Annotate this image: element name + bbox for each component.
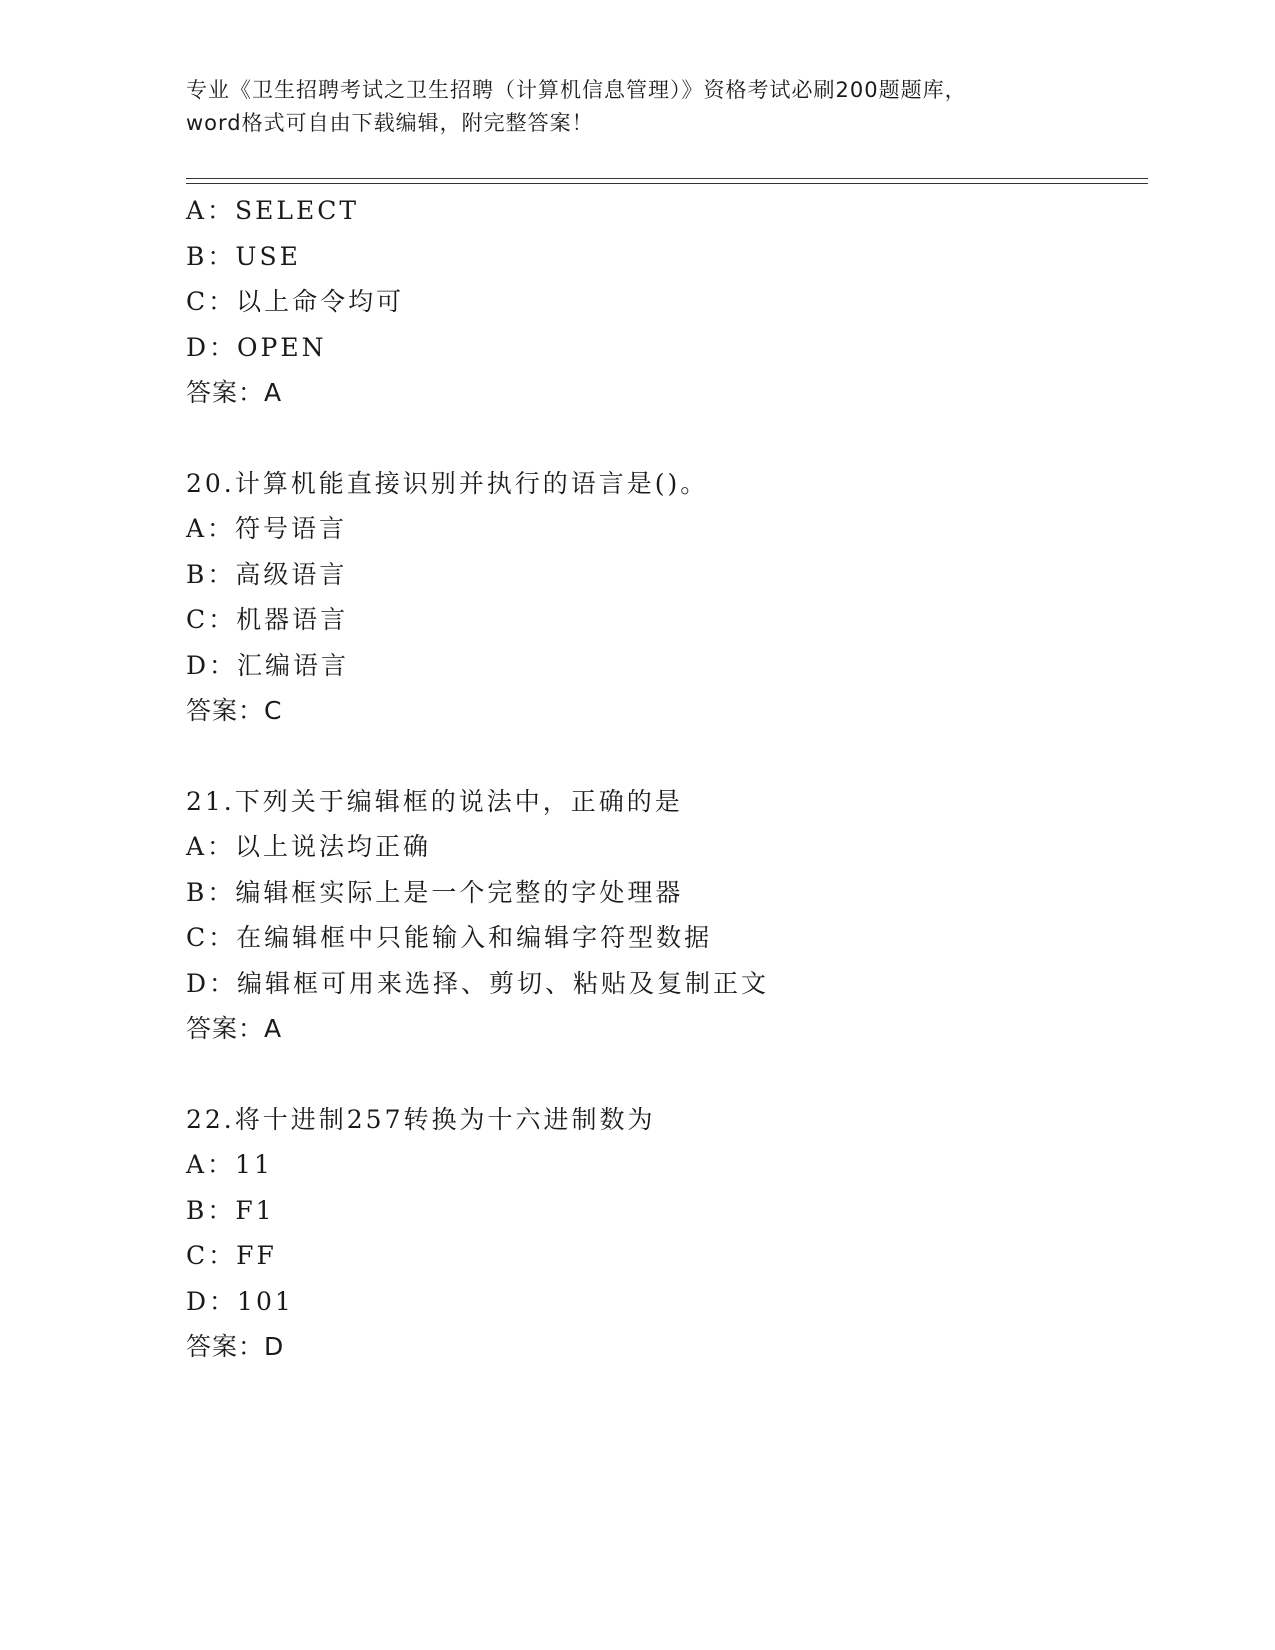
option-b: B：F1 [186,1195,275,1225]
question-stem: 20.计算机能直接识别并执行的语言是()。 [186,468,709,498]
answer-line: 答案：A [186,1014,283,1043]
header-line-2: word格式可自由下载编辑，附完整答案！ [186,111,594,135]
option-a: A：以上说法均正确 [186,832,432,861]
question-list [186,188,1146,1370]
option-d: D：编辑框可用来选择、剪切、粘贴及复制正文 [186,968,770,998]
spacer [186,416,1146,461]
option-c: C：机器语言 [186,605,349,634]
option-b: B：USE [186,241,301,271]
option-c: C：FF [186,1241,277,1270]
option-d: D：101 [186,1286,294,1316]
question-block [186,188,1146,416]
option-a: A：11 [186,1150,273,1179]
spacer [186,1052,1146,1097]
option-a: A：SELECT [186,196,360,225]
question-block [186,461,1146,734]
header-divider-bottom [186,183,1148,184]
document-header [186,74,1086,140]
option-a: A：符号语言 [186,514,348,543]
spacer [186,734,1146,779]
option-b: B：高级语言 [186,559,348,589]
header-line-1: 专业《卫生招聘考试之卫生招聘（计算机信息管理）》资格考试必刷200题题库， [186,78,967,102]
option-c: C：在编辑框中只能输入和编辑字符型数据 [186,923,713,952]
answer-line: 答案：C [186,696,283,725]
option-d: D：汇编语言 [186,650,350,680]
option-d: D：OPEN [186,332,327,362]
answer-line: 答案：A [186,378,283,407]
question-stem: 22.将十进制257转换为十六进制数为 [186,1104,656,1134]
question-stem: 21.下列关于编辑框的说法中，正确的是 [186,786,683,816]
question-block [186,779,1146,1052]
option-c: C：以上命令均可 [186,287,405,316]
answer-line: 答案：D [186,1332,285,1361]
question-block [186,1097,1146,1370]
option-b: B：编辑框实际上是一个完整的字处理器 [186,877,684,907]
header-divider-top [186,178,1148,179]
